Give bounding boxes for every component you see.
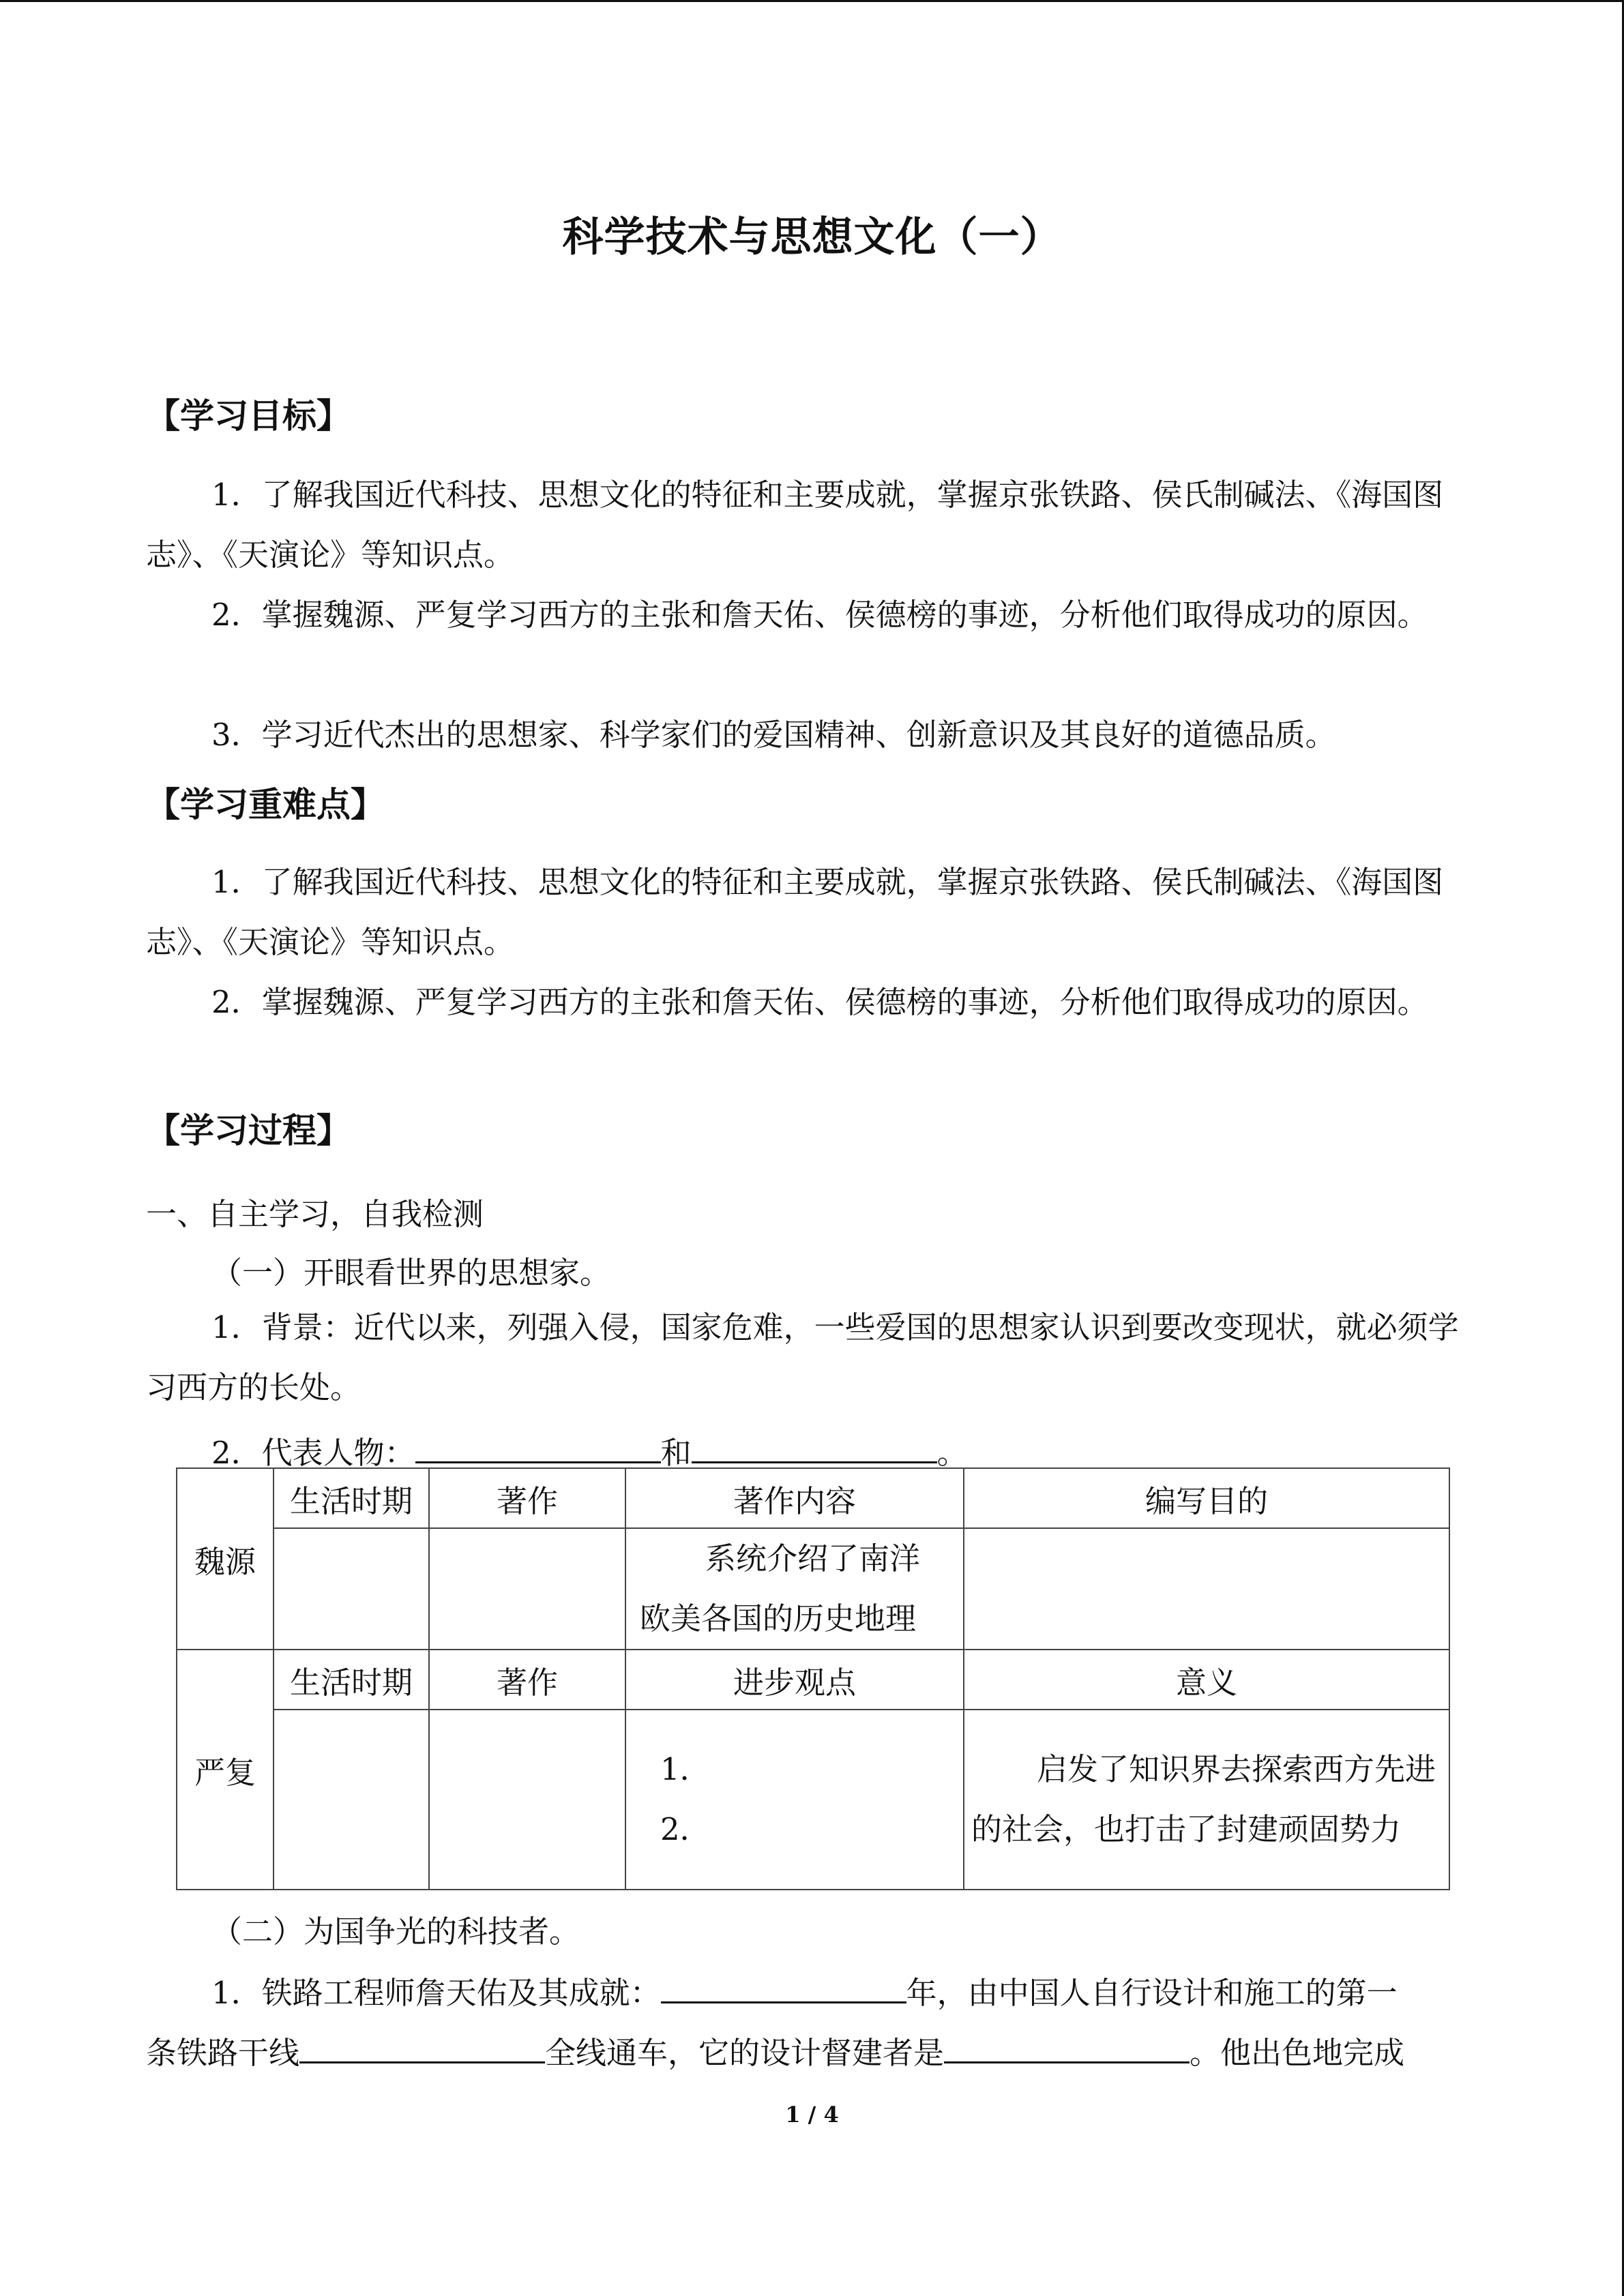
weiyuan-header-row — [177, 1468, 1449, 1528]
builder-blank[interactable] — [944, 2029, 1190, 2063]
zhan-tianyou-line-1 — [211, 1968, 1398, 2012]
subsection-scientists: （二）为国争光的科技者。 — [211, 1913, 580, 1950]
yanfu-works-cell[interactable] — [429, 1710, 625, 1890]
zhan-tianyou-text-c: 条铁路干线 — [146, 2035, 300, 2071]
header-works-2: 著作 — [429, 1650, 625, 1710]
key-points-heading: 【学习重难点】 — [146, 785, 385, 824]
header-works: 著作 — [429, 1468, 625, 1528]
yanfu-views-cell[interactable] — [625, 1710, 964, 1890]
page-title: 科学技术与思想文化（一） — [562, 213, 1062, 261]
header-period-2: 生活时期 — [274, 1650, 429, 1710]
objectives-heading: 【学习目标】 — [146, 396, 351, 436]
yanfu-period-cell[interactable] — [274, 1710, 429, 1890]
process-heading: 【学习过程】 — [146, 1111, 351, 1150]
objective-item-3: 3．学习近代杰出的思想家、科学家们的爱国精神、创新意识及其良好的道德品质。 — [211, 717, 1336, 753]
subsection-thinkers: （一）开眼看世界的思想家。 — [211, 1255, 611, 1291]
yanfu-significance-text: 启发了知识界去探索西方先进的社会，也打击了封建顽固势力 — [971, 1751, 1436, 1847]
background-paragraph: 1．背景：近代以来，列强入侵，国家危难，一些爱国的思想家认识到要改变现状，就必须学习西方的长处。 — [146, 1309, 1459, 1405]
weiyuan-content-cell — [625, 1528, 964, 1650]
weiyuan-name-cell: 魏源 — [177, 1468, 274, 1650]
weiyuan-works-cell[interactable] — [429, 1528, 625, 1650]
page-border-top — [0, 0, 1624, 2]
yanfu-header-row — [177, 1650, 1449, 1710]
zhan-tianyou-line-2 — [146, 2028, 1404, 2072]
header-significance: 意义 — [964, 1650, 1449, 1710]
zhan-tianyou-text-d: 全线通车，它的设计督建者是 — [545, 2035, 945, 2071]
header-period: 生活时期 — [274, 1468, 429, 1528]
zhan-tianyou-text-b: 年，由中国人自行设计和施工的第一 — [906, 1975, 1398, 2011]
weiyuan-content-text: 系统介绍了南洋欧美各国的历史地理 — [640, 1540, 921, 1637]
weiyuan-period-cell[interactable] — [274, 1528, 429, 1650]
yanfu-view-1: 1． — [660, 1751, 711, 1787]
representatives-and: 和 — [660, 1435, 692, 1471]
key-point-item-2: 2．掌握魏源、严复学习西方的主张和詹天佑、侯德榜的事迹，分析他们取得成功的原因。 — [211, 984, 1428, 1020]
railway-blank[interactable] — [299, 2029, 545, 2063]
yanfu-significance-cell — [964, 1710, 1449, 1890]
zhan-tianyou-label: 1．铁路工程师詹天佑及其成就： — [211, 1975, 661, 2011]
yanfu-data-row — [177, 1710, 1449, 1890]
year-blank[interactable] — [661, 1969, 906, 2003]
page-number: 1 / 4 — [785, 2102, 839, 2128]
header-purpose: 编写目的 — [964, 1468, 1449, 1528]
representatives-label: 2．代表人物： — [211, 1435, 415, 1471]
objective-item-1: 1．了解我国近代科技、思想文化的特征和主要成就，掌握京张铁路、侯氏制碱法、《海国图志》、《天演论》等知识点。 — [146, 477, 1444, 573]
section-self-study: 一、自主学习，自我检测 — [146, 1196, 484, 1232]
weiyuan-purpose-cell[interactable] — [964, 1528, 1449, 1650]
weiyuan-data-row — [177, 1528, 1449, 1650]
representative-blank-1[interactable] — [415, 1429, 661, 1463]
representatives-end: 。 — [936, 1435, 968, 1471]
header-views: 进步观点 — [625, 1650, 964, 1710]
key-point-item-1: 1．了解我国近代科技、思想文化的特征和主要成就，掌握京张铁路、侯氏制碱法、《海国图志》、《天演论》等知识点。 — [146, 864, 1444, 960]
yanfu-view-2: 2． — [660, 1811, 711, 1847]
zhan-tianyou-text-e: 。他出色地完成 — [1190, 2035, 1405, 2071]
representative-blank-2[interactable] — [692, 1429, 937, 1463]
objective-item-2: 2．掌握魏源、严复学习西方的主张和詹天佑、侯德榜的事迹，分析他们取得成功的原因。 — [211, 597, 1428, 633]
representatives-line — [211, 1428, 968, 1472]
header-content: 著作内容 — [625, 1468, 964, 1528]
yanfu-name-cell: 严复 — [177, 1650, 274, 1890]
thinkers-table — [176, 1467, 1450, 1890]
